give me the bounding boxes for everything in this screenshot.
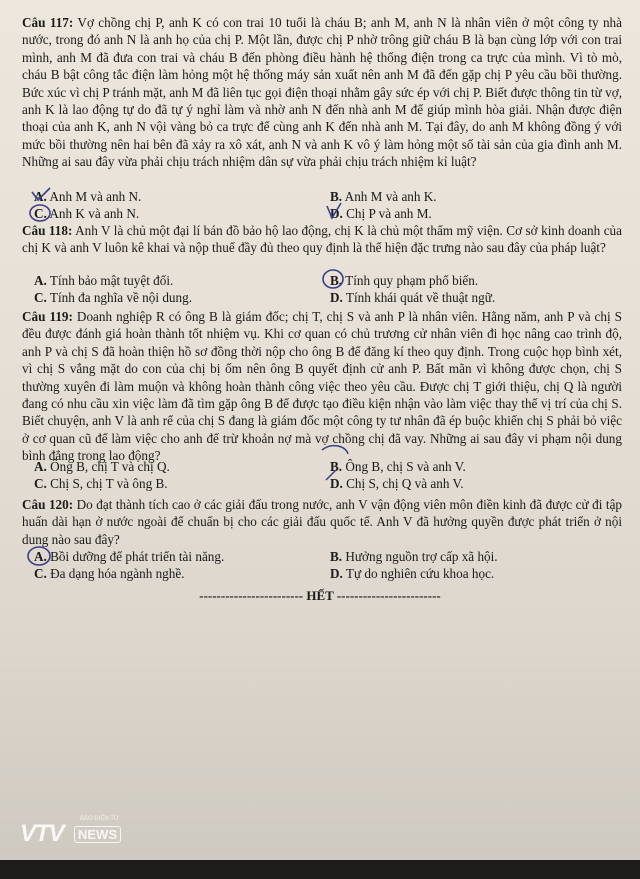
option-a[interactable]: A. Bồi dưỡng để phát triển tài năng. [34,549,225,564]
option-b[interactable]: B. Tính quy phạm phổ biến. [330,273,479,288]
option-b[interactable]: B. Hưởng nguồn trợ cấp xã hội. [330,549,498,564]
question-text: Do đạt thành tích cao ở các giải đấu trong nước, anh V vận động viên môn điền kinh đã được cử đi tập huấn dài hạn ở nước ngoài để chuẩn bị cho các giải đấu quốc tế. Anh V đã hưởng quyền được phát triển ở nội dung nào sau đây? [22,497,623,547]
option-b[interactable]: B. Ông B, chị S và anh V. [330,459,466,474]
option-c[interactable]: C. Tính đa nghĩa về nội dung. [34,290,192,305]
option-a[interactable]: A. Ông B, chị T và chị Q. [34,459,170,474]
question-label: Câu 119: [22,309,73,324]
option-d[interactable]: D. Chị P và anh M. [330,206,432,221]
option-c[interactable]: C. Đa dạng hóa ngành nghề. [34,566,185,581]
end-marker: ------------------------ HẾT ------------------------ [199,588,441,603]
question-117 [22,14,622,171]
option-c[interactable]: C. Chị S, chị T và ông B. [34,476,168,491]
question-120 [22,496,622,548]
question-label: Câu 117: [22,15,74,30]
option-c[interactable]: C. Anh K và anh N. [34,206,140,221]
option-d[interactable]: D. Tính khái quát về thuật ngữ. [330,290,496,305]
question-text: Vợ chồng chị P, anh K có con trai 10 tuổi là cháu B; anh M, anh N là nhân viên ở một công ty nhà nước, trong đó anh N là anh họ của chị P. Một lần, được chị P nhờ trông giữ cháu B là bạn cùng lớp với con trai mình, anh M đã đưa con trai và cháu B đến phòng điều hành hệ thống điện trong ca trực của mình. Vì tò mò, cháu B bật công tắc điện làm hỏng một hệ thống máy sản xuất nên anh M đã đến gặp chị P yêu cầu bồi thường. Bức xúc vì chị P tránh mặt, anh M đã liên tục gọi điện thoại nhằm gây sức ép với chị P. Biết được thông tin từ vợ, anh K là lao động tự do đã tự ý nghỉ làm và nhờ anh N đến nhà anh M để giúp mình hòa giải. Nhận được điện thoại của anh K, anh N vội vàng bỏ ca trực để cùng anh K đến nhà anh M. Tại đây, do anh M không đồng ý với mức bồi thường nên hai bên đã xảy ra xô xát, anh N và anh K vô ý làm hỏng một số tài sản của gia đình anh M. Những ai sau đây vừa phải chịu trách nhiệm dân sự vừa phải chịu trách nhiệm kỉ luật? [22,15,622,170]
option-d[interactable]: D. Chị S, chị Q và anh V. [330,476,464,491]
option-b[interactable]: B. Anh M và anh K. [330,189,437,204]
option-a[interactable]: A. Tính bảo mật tuyệt đối. [34,273,174,288]
question-text: Anh V là chủ một đại lí bán đồ bảo hộ lao động, chị K là chủ một thẩm mỹ viện. Cơ sở kinh doanh của chị K và anh V luôn kê khai và nộp thuế đầy đủ theo quy định là thể hiện đặc trưng nào sau đây của pháp luật? [22,223,623,256]
question-text: Doanh nghiệp R có ông B là giám đốc; chị T, chị S và anh P là nhân viên. Hằng năm, anh P và chị S đều được đánh giá hoàn thành tốt nhiệm vụ. Khi cơ quan có chủ trương cử nhân viên đi học nâng cao trình độ, anh P và chị S đã hoàn thiện hồ sơ đồng thời nộp cho ông B để đăng kí theo quy định. Trong cuộc họp bình xét, vì chị S vắng mặt do con của chị bị ốm nên ông B quyết định cử anh P. Bất mãn vì không được chọn, chị S thường xuyên đi làm muộn và không hoàn thành công việc theo yêu cầu. Được chị T giới thiệu, chị Q là người đang có nhu cầu xin việc làm đã tìm gặp ông B để được tạo điều kiện nhận vào làm việc thay thế vị trí của chị S. Biết chuyện, anh V là anh rể của chị S đang là giám đốc một công ty tư nhân đã ép buộc khiến chị S phải bỏ việc ở cơ quan cũ để làm việc cho anh để trừ khoản nợ mà vợ chồng chị đã vay. Những ai sau đây vi phạm nội dung bình đẳng trong lao động? [22,309,623,464]
option-d[interactable]: D. Tự do nghiên cứu khoa học. [330,566,495,581]
question-119 [22,308,622,465]
question-118 [22,222,622,257]
question-label: Câu 120: [22,497,74,512]
question-label: Câu 118: [22,223,73,238]
option-a[interactable]: A. Anh M và anh N. [34,189,142,204]
vtv-news-logo: VTV BÁO ĐIỆN TỬ NEWS [20,816,120,847]
